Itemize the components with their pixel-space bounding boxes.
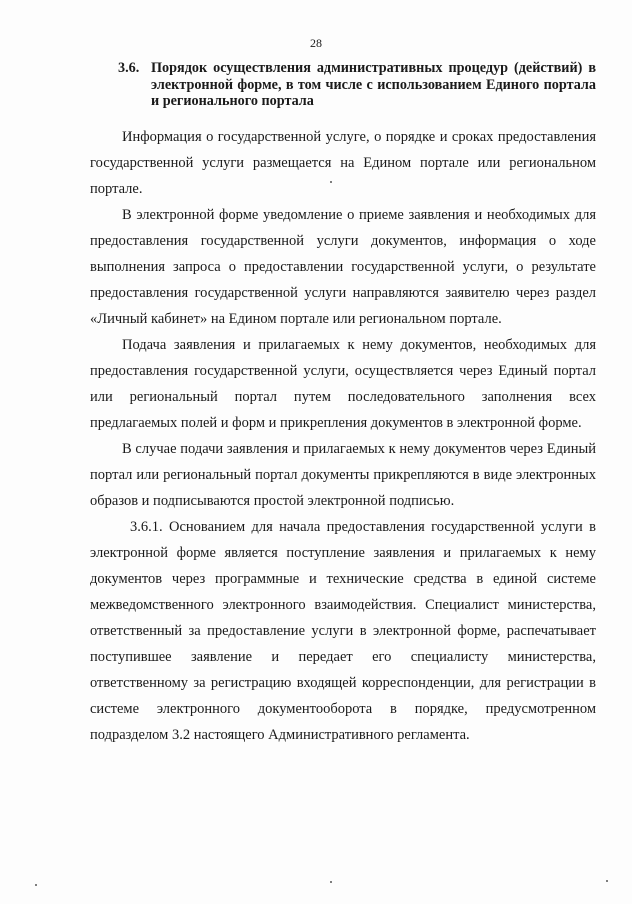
scan-speck — [330, 881, 332, 883]
page-number: 28 — [310, 36, 322, 50]
paragraph: Информация о государственной услуге, о порядке и сроках предоставления государственной услуги размещается на Едином портале или региональном портале. — [90, 129, 596, 197]
paragraph: В случае подачи заявления и прилагаемых к нему документов через Единый портал или региональный портал документы прикрепляются в виде электронных образов и подписываются простой электронной подписью. — [90, 441, 596, 509]
section-number: 3.6. — [118, 60, 140, 76]
document-body — [90, 124, 596, 748]
scan-speck — [330, 181, 332, 183]
scan-speck — [606, 880, 608, 882]
paragraph: В электронной форме уведомление о приеме заявления и необходимых для предоставления государственной услуги документов, информация о ходе выполнения запроса о предоставлении государственной услуги, о результате предоставления государственной услуги направляются заявителю через раздел «Личный кабинет» на Едином портале или региональном портале. — [90, 207, 596, 327]
section-title: Порядок осуществления административных процедур (действий) в электронной форме, в том числе с использованием Единого портала и регионального портала — [151, 60, 596, 109]
paragraph: Подача заявления и прилагаемых к нему документов, необходимых для предоставления государственной услуги, осуществляется через Единый портал или региональный портал путем последовательного заполнения всех предлагаемых полей и форм и прикрепления документов в электронной форме. — [90, 337, 596, 431]
paragraph-subsection: 3.6.1. Основанием для начала предоставления государственной услуги в электронной форме является поступление заявления и прилагаемых к нему документов через программные и технические средства в единой системе межведомственного электронного взаимодействия. Специалист министерства, ответственный за предоставление услуги в электронной форме, распечатывает поступившее заявление и передает его специалисту министерства, ответственному за регистрацию входящей корреспонденции, для регистрации в системе электронного документооборота в порядке, предусмотренном подразделом 3.2 настоящего Административного регламента. — [90, 519, 596, 743]
section-heading — [118, 60, 596, 110]
scan-speck — [35, 884, 37, 886]
